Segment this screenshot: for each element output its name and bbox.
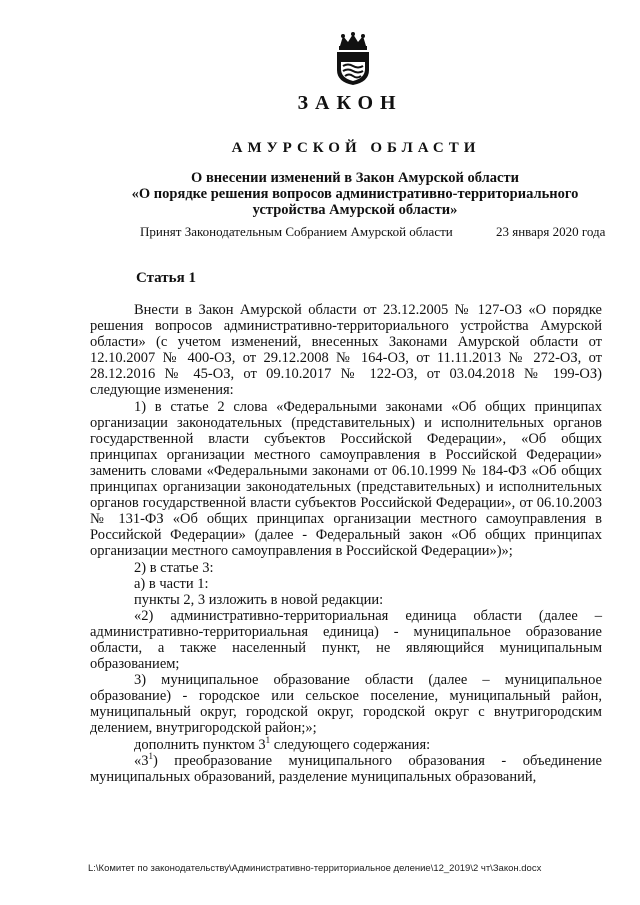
add-point-instruction [90,734,602,753]
superscript: 1 [265,734,271,745]
adopted-by: Принят Законодательным Собранием Амурской области [140,224,453,239]
new-point-3-1 [90,750,602,785]
new-point-2: «2) административно-территориальная единица области (далее – административно-территориальная единица) - муниципальное образование области, а также населенный пункт, не являющийся муниципальным образованием; [90,607,602,673]
article-intro: Внести в Закон Амурской области от 23.12.2005 № 127-ОЗ «О порядке решения вопросов административно-территориального устройства Амурской области» (с учетом изменений, внесенных Законами Амурской области от 12.10.2007 № 400-ОЗ, от 29.12.2008 № 164-ОЗ, от 11.11.2013 № 272-ОЗ, от 28.12.2016 № 45-ОЗ, от 09.10.2017 № 122-ОЗ, от 03.04.2018 № 199-ОЗ) следующие изменения: [90,302,602,399]
adopted-date: 23 января 2020 года [496,224,606,239]
amendment-item-2a: а) в части 1: [134,575,209,592]
coat-of-arms-icon [331,32,375,86]
amendment-item-1: 1) в статье 2 слова «Федеральными законами «Об общих принципах организации законодательных (представительных) и исполнительных органов государственной власти субъектов Российской Федерации», «Об общих принципах организации местного самоуправления в Российской Федерации» заменить словами «Федеральными законами от 06.10.1999 № 184-ФЗ «Об общих принципах организации законодательных (представительных) и исполнительных органов государственной власти субъектов Российской Федерации», от 06.10.2003 № 131-ФЗ «Об общих принципах организации местного самоуправления в Российской Федерации» (далее - Федеральный закон «Об общих принципах организации местного самоуправления в Российской Федерации»)»; [90,398,602,560]
add-point-text: следующего содержания: [270,736,431,753]
document-title-line: О внесении изменений в Закон Амурской области [191,170,519,186]
amendment-item-2: 2) в статье 3: [134,559,214,576]
article-heading: Статья 1 [136,270,196,286]
law-heading: ЗАКОН [297,92,403,114]
region-heading: АМУРСКОЙ ОБЛАСТИ [231,140,481,156]
file-path-footer: L:\Комитет по законодательству\Административно-территориальное деление\12_2019\2 чт\Закон.docx [88,863,542,874]
point-text: ) преобразование муниципального образования - объединение муниципальных образований, разделение муниципальных образований, [90,752,602,785]
amendment-item-2a-text: пункты 2, 3 изложить в новой редакции: [134,591,384,608]
add-point-text: дополнить пунктом 3 [134,736,266,753]
new-point-3: 3) муниципальное образование области (далее – муниципальное образование) - городское или сельское поселение, муниципальный район, муниципальный округ, городской округ, городской округ с внутригородским делением, внутригородской район;»; [90,672,602,737]
document-title-line: устройства Амурской области» [252,202,458,218]
document-title-line: «О порядке решения вопросов административно-территориального [131,186,579,202]
point-text: «3 [134,752,149,769]
superscript: 1 [148,750,153,761]
document-title [100,170,610,218]
article-body [90,302,602,785]
